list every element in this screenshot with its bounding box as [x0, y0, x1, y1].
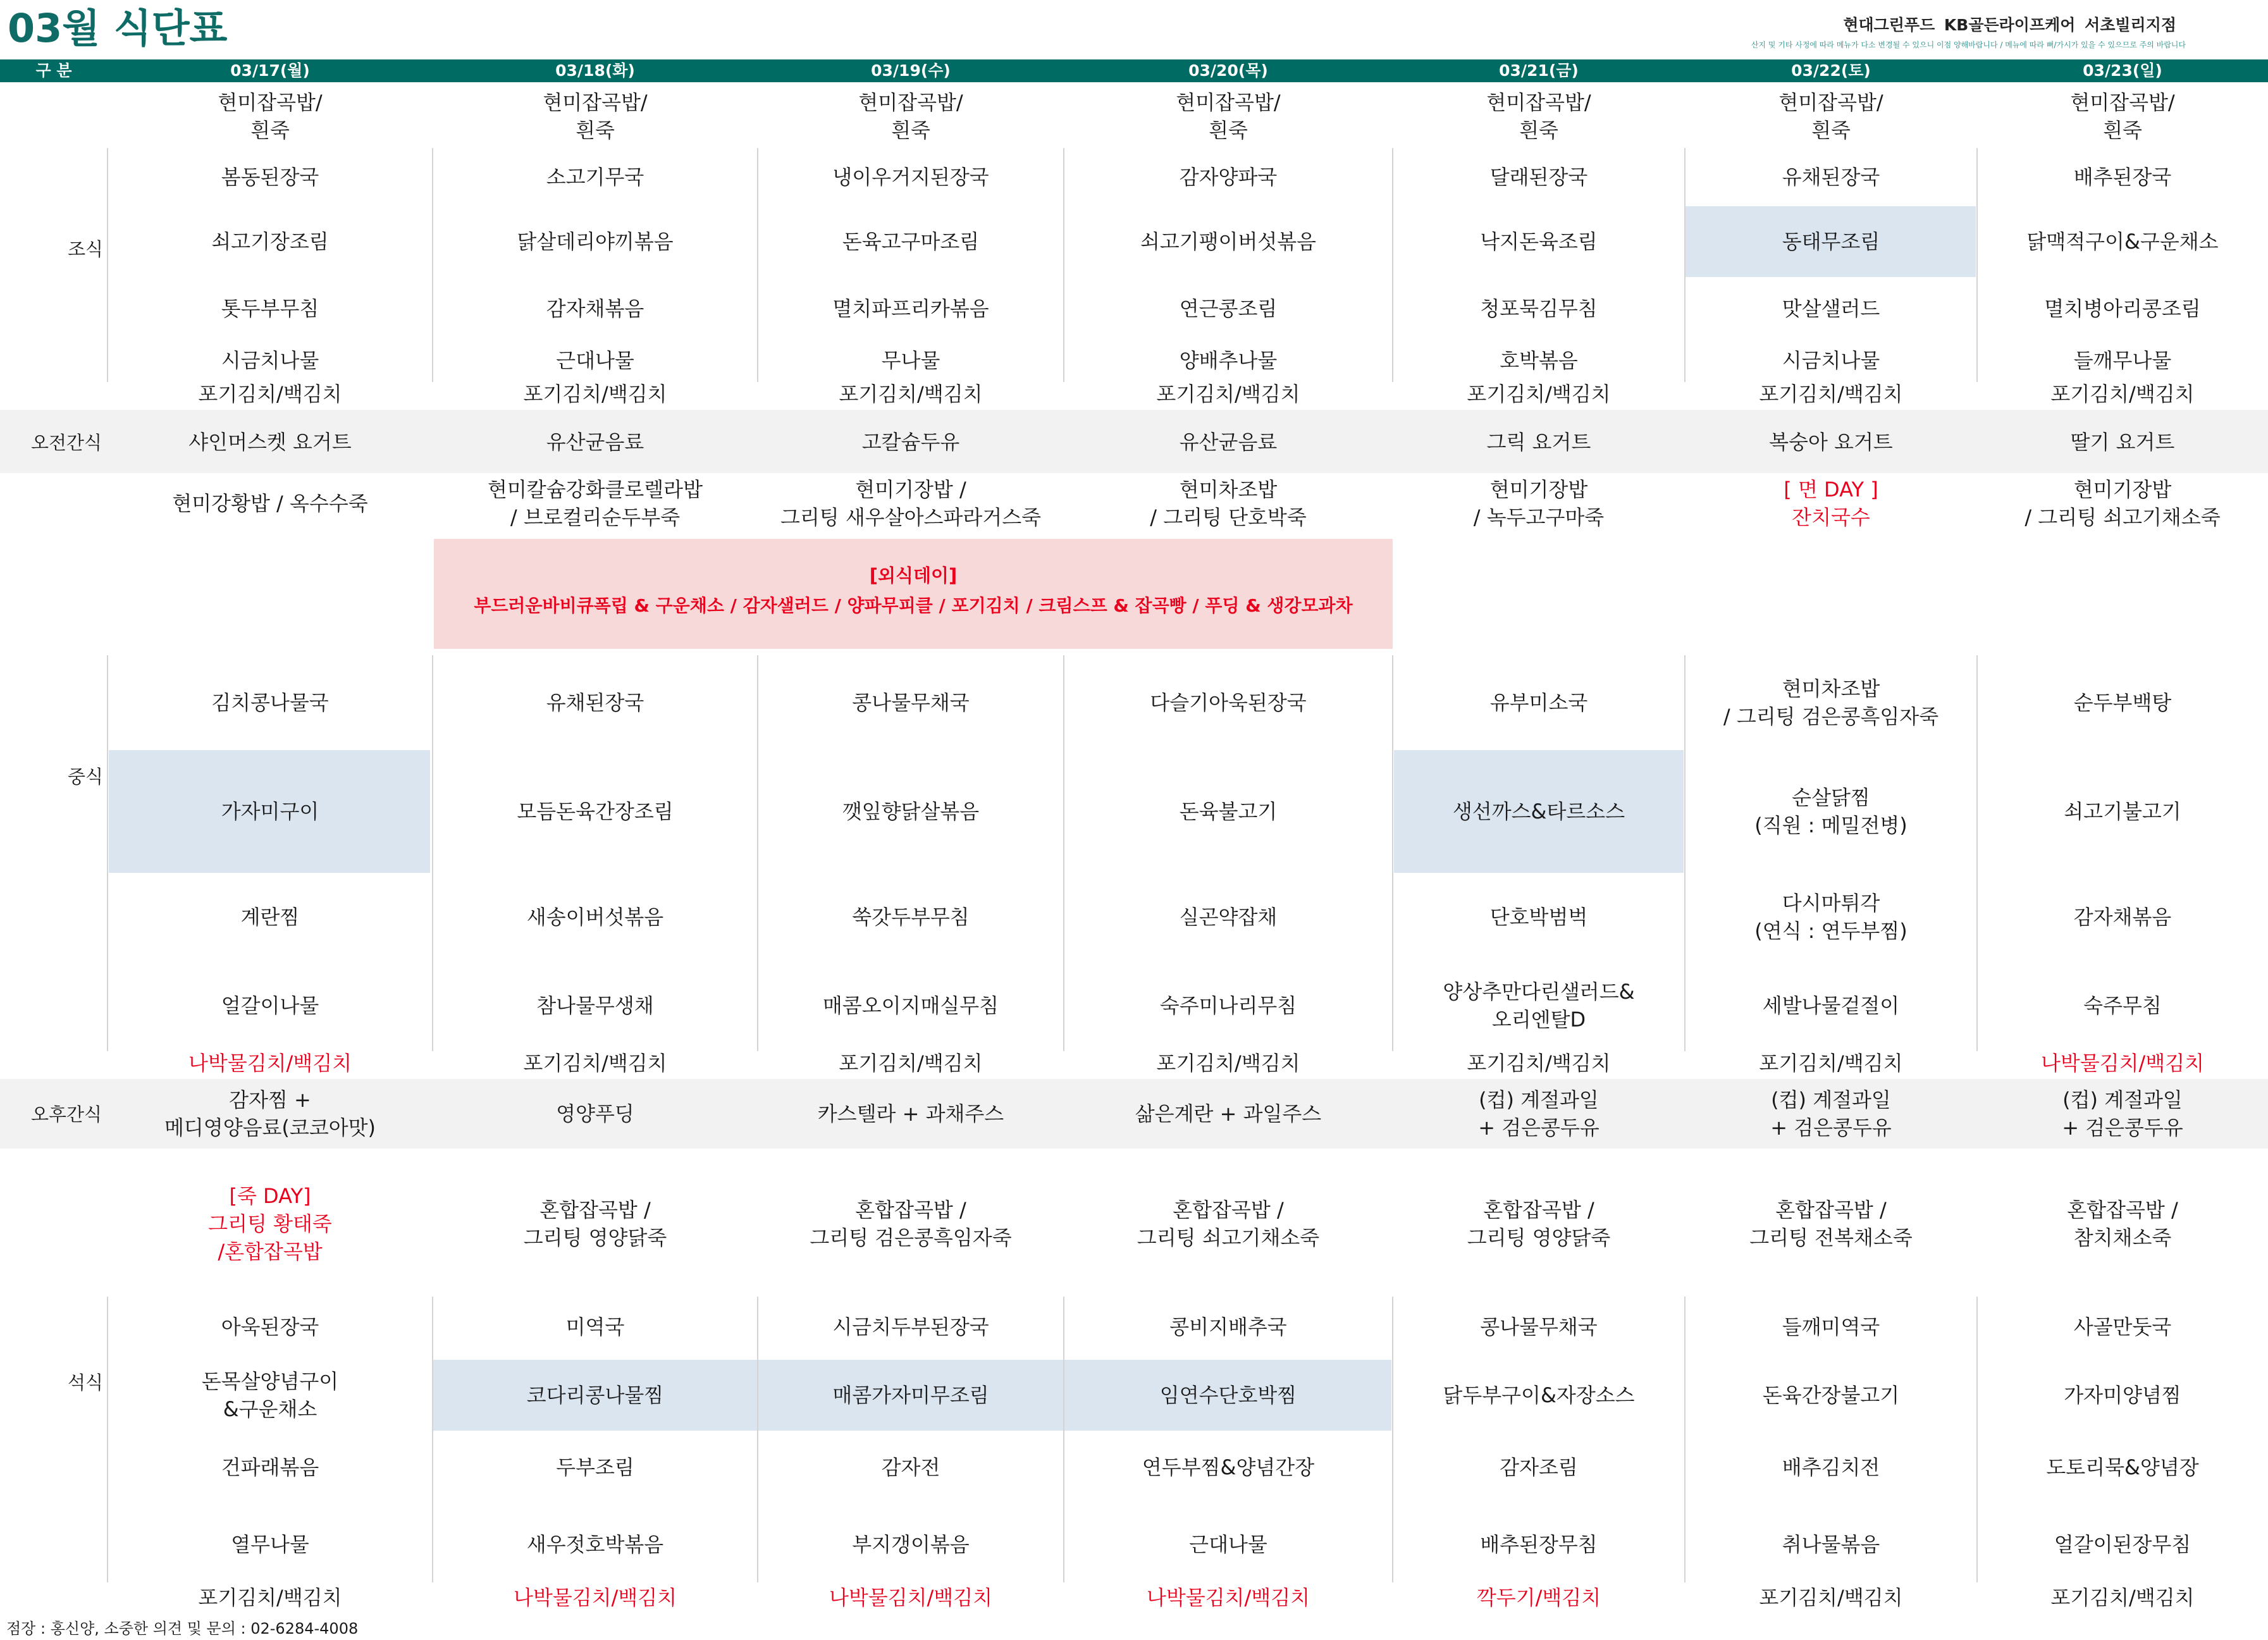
header-day-wed: 03/19(수)	[871, 61, 951, 80]
page-title: 03월 식단표	[8, 5, 228, 51]
menu-cell-dinner-5-tue: 나박물김치/백김치	[513, 1586, 677, 1610]
menu-cell-breakfast-2-mon: 쇠고기장조림	[211, 230, 329, 254]
menu-cell-dinner-1-sat: 들깨미역국	[1782, 1315, 1880, 1339]
menu-cell-lunch-1-sun: 쇠고기불고기	[2064, 799, 2181, 823]
menu-cell-dinner-1-mon: 아욱된장국	[221, 1315, 319, 1339]
menu-cell-breakfast-1-sat: 유채된장국	[1782, 165, 1880, 189]
menu-cell-lunch-2-mon: 계란찜	[240, 905, 300, 929]
menu-cell-breakfast-0-sun: 현미잡곡밥/ 흰죽	[2070, 90, 2175, 142]
menu-cell-lunch-2-thu: 실곤약잡채	[1179, 905, 1278, 929]
menu-cell-dinner-0-tue: 혼합잡곡밥 / 그리팅 영양닭죽	[523, 1198, 667, 1250]
menu-cell-dinner-4-mon: 열무나물	[231, 1532, 309, 1557]
menu-cell-am-snack-tue: 유산균음료	[546, 430, 644, 454]
menu-cell-lunch-3-sat: 세발나물겉절이	[1762, 994, 1900, 1018]
menu-cell-pm-snack-sun: (컵) 계절과일 + 검은콩두유	[2062, 1088, 2183, 1140]
menu-cell-breakfast-3-sun: 멸치병아리콩조림	[2044, 297, 2201, 321]
menu-cell-breakfast-5-wed: 포기김치/백김치	[839, 382, 983, 406]
menu-cell-am-snack-mon: 샤인머스켓 요거트	[188, 430, 352, 454]
menu-cell-lunch-0-wed: 콩나물무채국	[852, 691, 970, 715]
menu-cell-dinner-4-sat: 취나물볶음	[1782, 1532, 1880, 1557]
menu-cell-lunch-0-tue: 유채된장국	[546, 691, 644, 715]
menu-cell-lunch-rice-thu: 현미차조밥 / 그리팅 단호박죽	[1150, 478, 1307, 529]
menu-cell-pm-snack-mon: 감자찜 + 메디영양음료(코코아맛)	[164, 1088, 376, 1140]
menu-cell-dinner-1-thu: 콩비지배추국	[1169, 1315, 1287, 1339]
menu-cell-breakfast-3-wed: 멸치파프리카볶음	[832, 297, 989, 321]
menu-cell-breakfast-2-fri: 낙지돈육조림	[1480, 230, 1598, 254]
menu-cell-lunch-4-sun: 나박물김치/백김치	[2040, 1051, 2205, 1075]
section-label-dinner: 석식	[67, 1371, 104, 1393]
menu-cell-dinner-3-sat: 배추김치전	[1782, 1455, 1880, 1479]
menu-cell-lunch-rice-sun: 현미기장밥 / 그리팅 쇠고기채소죽	[2025, 478, 2221, 529]
menu-cell-lunch-rice-sat: [ 면 DAY ] 잔치국수	[1784, 478, 1878, 529]
menu-cell-am-snack-thu: 유산균음료	[1179, 430, 1278, 454]
menu-cell-dinner-5-wed: 나박물김치/백김치	[829, 1586, 993, 1610]
menu-cell-breakfast-4-tue: 근대나물	[556, 348, 634, 373]
menu-cell-dinner-2-thu: 임연수단호박찜	[1159, 1383, 1297, 1407]
menu-cell-am-snack-sun: 딸기 요거트	[2070, 430, 2175, 454]
menu-cell-dinner-3-fri: 감자조림	[1500, 1455, 1578, 1479]
menu-cell-breakfast-0-thu: 현미잡곡밥/ 흰죽	[1176, 90, 1281, 142]
menu-cell-breakfast-2-thu: 쇠고기팽이버섯볶음	[1140, 230, 1317, 254]
menu-cell-dinner-5-fri: 깍두기/백김치	[1476, 1586, 1601, 1610]
notice-text: 산지 및 기타 사정에 따라 메뉴가 다소 변경될 수 있으니 이점 양해바랍니다 / 메뉴에 따라 뼈/가시가 있을 수 있으므로 주의 바랍니다	[1751, 40, 2186, 49]
menu-cell-lunch-0-mon: 김치콩나물국	[211, 691, 329, 715]
menu-cell-lunch-0-sun: 순두부백탕	[2073, 691, 2172, 715]
menu-cell-dinner-1-wed: 시금치두부된장국	[832, 1315, 989, 1339]
menu-cell-lunch-0-fri: 유부미소국	[1489, 691, 1588, 715]
menu-cell-breakfast-3-mon: 톳두부무침	[221, 297, 319, 321]
company-name: 현대그린푸드 KB골든라이프케어 서초빌리지점	[1843, 16, 2176, 34]
menu-cell-breakfast-5-mon: 포기김치/백김치	[198, 382, 342, 406]
menu-cell-breakfast-1-wed: 냉이우거지된장국	[832, 165, 989, 189]
menu-cell-am-snack-wed: 고칼슘두유	[861, 430, 960, 454]
menu-cell-dinner-4-tue: 새우젓호박볶음	[526, 1532, 664, 1557]
menu-cell-lunch-rice-mon: 현미강황밥 / 옥수수죽	[172, 491, 368, 515]
menu-cell-lunch-4-fri: 포기김치/백김치	[1467, 1051, 1611, 1075]
menu-cell-dinner-1-tue: 미역국	[565, 1315, 625, 1339]
header-day-sat: 03/22(토)	[1791, 61, 1871, 80]
section-label-lunch: 중식	[67, 765, 104, 787]
menu-cell-dinner-2-fri: 닭두부구이&자장소스	[1443, 1383, 1635, 1407]
menu-cell-dinner-1-fri: 콩나물무채국	[1480, 1315, 1598, 1339]
menu-cell-breakfast-0-mon: 현미잡곡밥/ 흰죽	[218, 90, 323, 142]
menu-cell-lunch-3-mon: 얼갈이나물	[221, 994, 319, 1018]
menu-cell-lunch-1-tue: 모듬돈육간장조림	[517, 799, 674, 823]
menu-cell-lunch-rice-wed: 현미기장밥 / 그리팅 새우살아스파라거스죽	[780, 478, 1042, 529]
menu-cell-lunch-4-thu: 포기김치/백김치	[1156, 1051, 1300, 1075]
menu-cell-lunch-1-sat: 순살닭찜 (직원 : 메밀전병)	[1754, 786, 1907, 837]
menu-cell-breakfast-5-tue: 포기김치/백김치	[523, 382, 667, 406]
menu-cell-breakfast-0-sat: 현미잡곡밥/ 흰죽	[1778, 90, 1883, 142]
menu-cell-breakfast-2-tue: 닭살데리야끼볶음	[517, 230, 674, 254]
menu-cell-breakfast-3-sat: 맛살샐러드	[1782, 297, 1880, 321]
menu-cell-pm-snack-thu: 삶은계란 + 과일주스	[1135, 1102, 1322, 1126]
menu-cell-breakfast-2-sun: 닭맥적구이&구운채소	[2026, 230, 2219, 254]
menu-cell-dinner-2-sun: 가자미양념찜	[2064, 1383, 2181, 1407]
dining-out-title: [외식데이]	[869, 565, 958, 586]
menu-cell-breakfast-0-fri: 현미잡곡밥/ 흰죽	[1486, 90, 1591, 142]
menu-cell-dinner-0-thu: 혼합잡곡밥 / 그리팅 쇠고기채소죽	[1137, 1198, 1320, 1250]
menu-cell-pm-snack-tue: 영양푸딩	[556, 1102, 634, 1126]
dining-out-menu: 부드러운바비큐폭립 & 구운채소 / 감자샐러드 / 양파무피클 / 포기김치 / 크림스프 & 잡곡빵 / 푸딩 & 생강모과차	[474, 595, 1353, 616]
menu-cell-lunch-3-fri: 양상추만다린샐러드& 오리엔탈D	[1443, 980, 1635, 1032]
header-day-tue: 03/18(화)	[555, 61, 635, 80]
menu-cell-lunch-rice-fri: 현미기장밥 / 녹두고구마죽	[1473, 478, 1605, 529]
day-header-row	[0, 59, 2268, 82]
menu-cell-dinner-5-mon: 포기김치/백김치	[198, 1586, 342, 1610]
menu-cell-breakfast-1-fri: 달래된장국	[1489, 165, 1588, 189]
menu-cell-dinner-2-mon: 돈목살양념구이 &구운채소	[201, 1369, 339, 1421]
menu-cell-breakfast-3-tue: 감자채볶음	[546, 297, 644, 321]
menu-cell-dinner-3-mon: 건파래볶음	[221, 1455, 319, 1479]
menu-cell-dinner-0-sun: 혼합잡곡밥 / 참치채소죽	[2067, 1198, 2178, 1250]
menu-cell-lunch-4-tue: 포기김치/백김치	[523, 1051, 667, 1075]
header-day-sun: 03/23(일)	[2083, 61, 2162, 80]
menu-cell-lunch-0-sat: 현미차조밥 / 그리팅 검은콩흑임자죽	[1723, 677, 1939, 729]
menu-cell-breakfast-5-sat: 포기김치/백김치	[1759, 382, 1903, 406]
section-label-pm-snack: 오후간식	[30, 1103, 102, 1125]
menu-cell-dinner-0-fri: 혼합잡곡밥 / 그리팅 영양닭죽	[1467, 1198, 1611, 1250]
menu-cell-breakfast-1-mon: 봄동된장국	[221, 165, 319, 189]
menu-cell-dinner-4-fri: 배추된장무침	[1480, 1532, 1598, 1557]
menu-cell-lunch-1-thu: 돈육불고기	[1179, 799, 1278, 823]
menu-cell-am-snack-sat: 복숭아 요거트	[1769, 430, 1893, 454]
menu-cell-lunch-4-sat: 포기김치/백김치	[1759, 1051, 1903, 1075]
section-label-am-snack: 오전간식	[30, 431, 102, 453]
section-label-breakfast: 조식	[67, 238, 104, 260]
menu-cell-breakfast-3-thu: 연근콩조림	[1179, 297, 1278, 321]
menu-cell-lunch-1-wed: 깻잎향닭살볶음	[842, 799, 980, 823]
menu-cell-dinner-0-wed: 혼합잡곡밥 / 그리팅 검은콩흑임자죽	[810, 1198, 1012, 1250]
menu-cell-lunch-3-thu: 숙주미나리무침	[1159, 994, 1297, 1018]
menu-cell-pm-snack-fri: (컵) 계절과일 + 검은콩두유	[1478, 1088, 1599, 1140]
menu-cell-pm-snack-sat: (컵) 계절과일 + 검은콩두유	[1770, 1088, 1892, 1140]
menu-cell-breakfast-4-sun: 들깨무나물	[2073, 348, 2172, 373]
header-day-thu: 03/20(목)	[1188, 61, 1268, 80]
header-day-mon: 03/17(월)	[230, 61, 310, 80]
menu-cell-dinner-3-tue: 두부조림	[556, 1455, 634, 1479]
menu-cell-breakfast-4-wed: 무나물	[881, 348, 940, 373]
menu-cell-lunch-3-tue: 참나물무생채	[536, 994, 654, 1018]
menu-cell-pm-snack-wed: 카스텔라 + 과채주스	[817, 1102, 1004, 1126]
menu-cell-lunch-4-wed: 포기김치/백김치	[839, 1051, 983, 1075]
header-category-label: 구 분	[35, 61, 72, 80]
menu-cell-breakfast-1-sun: 배추된장국	[2073, 165, 2172, 189]
menu-cell-breakfast-5-sun: 포기김치/백김치	[2050, 382, 2195, 406]
menu-cell-am-snack-fri: 그릭 요거트	[1486, 430, 1591, 454]
menu-cell-dinner-3-wed: 감자전	[881, 1455, 940, 1479]
menu-cell-breakfast-4-thu: 양배추나물	[1179, 348, 1278, 373]
menu-cell-dinner-4-sun: 얼갈이된장무침	[2054, 1532, 2191, 1557]
menu-cell-lunch-3-sun: 숙주무침	[2083, 994, 2162, 1018]
menu-cell-breakfast-2-wed: 돈육고구마조림	[842, 230, 980, 254]
menu-cell-dinner-2-tue: 코다리콩나물찜	[526, 1383, 664, 1407]
menu-cell-breakfast-4-fri: 호박볶음	[1500, 348, 1578, 373]
menu-cell-lunch-0-thu: 다슬기아욱된장국	[1150, 691, 1307, 715]
menu-cell-lunch-rice-tue: 현미칼슘강화클로렐라밥 / 브로컬리순두부죽	[487, 478, 703, 529]
menu-cell-dinner-1-sun: 사골만둣국	[2073, 1315, 2172, 1339]
menu-cell-breakfast-0-wed: 현미잡곡밥/ 흰죽	[858, 90, 963, 142]
menu-cell-lunch-2-wed: 쑥갓두부무침	[852, 905, 970, 929]
menu-cell-dinner-2-wed: 매콤가자미무조림	[832, 1383, 989, 1407]
menu-cell-dinner-5-thu: 나박물김치/백김치	[1146, 1586, 1310, 1610]
menu-cell-lunch-2-fri: 단호박범벅	[1489, 905, 1588, 929]
menu-cell-dinner-5-sun: 포기김치/백김치	[2050, 1586, 2195, 1610]
menu-cell-lunch-2-sun: 감자채볶음	[2073, 905, 2172, 929]
header-day-fri: 03/21(금)	[1499, 61, 1579, 80]
menu-cell-breakfast-0-tue: 현미잡곡밥/ 흰죽	[543, 90, 648, 142]
menu-cell-lunch-2-tue: 새송이버섯볶음	[526, 905, 664, 929]
menu-cell-breakfast-5-fri: 포기김치/백김치	[1467, 382, 1611, 406]
menu-cell-lunch-2-sat: 다시마튀각 (연식 : 연두부찜)	[1754, 891, 1907, 943]
menu-cell-lunch-3-wed: 매콤오이지매실무침	[822, 994, 999, 1018]
menu-cell-dinner-0-mon: [죽 DAY] 그리팅 황태죽 /혼합잡곡밥	[208, 1184, 332, 1264]
menu-cell-lunch-1-mon: 가자미구이	[221, 799, 319, 823]
menu-cell-dinner-0-sat: 혼합잡곡밥 / 그리팅 전복채소죽	[1749, 1198, 1913, 1250]
menu-cell-dinner-3-sun: 도토리묵&양념장	[2046, 1455, 2199, 1479]
menu-cell-dinner-3-thu: 연두부찜&양념간장	[1142, 1455, 1315, 1479]
menu-cell-dinner-2-sat: 돈육간장불고기	[1762, 1383, 1900, 1407]
footer-contact: 점장 : 홍신양, 소중한 의견 및 문의 : 02-6284-4008	[6, 1620, 359, 1637]
menu-cell-breakfast-5-thu: 포기김치/백김치	[1156, 382, 1300, 406]
menu-cell-breakfast-2-sat: 동태무조림	[1782, 230, 1880, 254]
menu-cell-breakfast-4-mon: 시금치나물	[221, 348, 319, 373]
menu-cell-breakfast-1-thu: 감자양파국	[1179, 165, 1278, 189]
menu-cell-dinner-5-sat: 포기김치/백김치	[1759, 1586, 1903, 1610]
menu-cell-lunch-1-fri: 생선까스&타르소스	[1452, 799, 1625, 823]
menu-cell-dinner-4-thu: 근대나물	[1189, 1532, 1267, 1557]
menu-cell-breakfast-4-sat: 시금치나물	[1782, 348, 1880, 373]
menu-cell-breakfast-3-fri: 청포묵김무침	[1480, 297, 1598, 321]
menu-cell-lunch-4-mon: 나박물김치/백김치	[188, 1051, 352, 1075]
menu-cell-dinner-4-wed: 부지갱이볶음	[852, 1532, 970, 1557]
menu-cell-breakfast-1-tue: 소고기무국	[546, 165, 644, 189]
